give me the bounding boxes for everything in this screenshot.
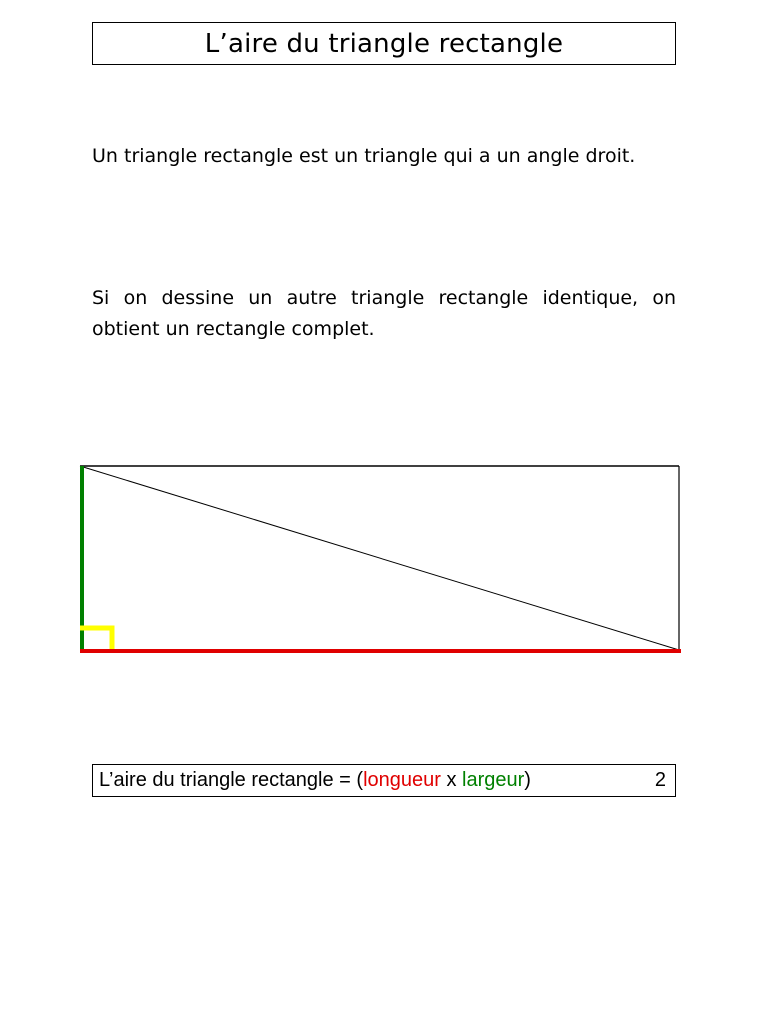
formula-prefix: L’aire du triangle rectangle = (: [99, 769, 364, 791]
formula-length-word: longueur: [363, 769, 441, 791]
definition-paragraph: Un triangle rectangle est un triangle qui a un angle droit.: [92, 145, 636, 167]
formula-close: ): [524, 769, 531, 791]
formula-width-word: largeur: [462, 769, 525, 791]
area-formula: [92, 764, 676, 797]
explanation-paragraph: Si on dessine un autre triangle rectangle identique, on obtient un rectangle complet.: [92, 287, 676, 340]
formula-divisor: 2: [654, 769, 666, 791]
triangle-hypotenuse: [80, 466, 679, 650]
title-text: L’aire du triangle rectangle: [204, 28, 564, 59]
right-angle-marker: [80, 628, 112, 649]
formula-times: x: [440, 769, 463, 791]
